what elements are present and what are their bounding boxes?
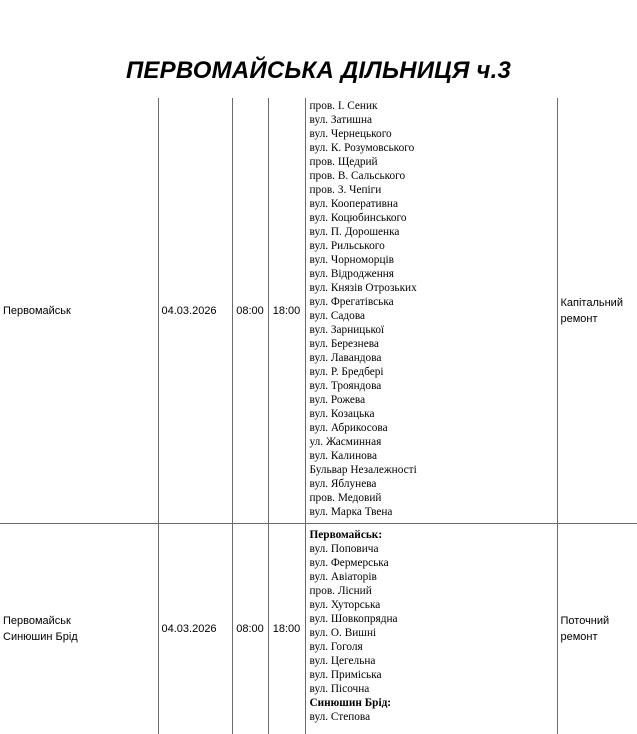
locality-cell — [0, 524, 158, 734]
street-item: вул. Рожева — [310, 393, 553, 407]
street-item: вул. Відродження — [310, 267, 553, 281]
street-item: пров. І. Сеник — [310, 99, 553, 113]
street-item: вул. Яблунева — [310, 477, 553, 491]
street-item: вул. Лавандова — [310, 351, 553, 365]
street-item: вул. Хуторська — [310, 598, 553, 612]
work-type-line: Капітальний — [561, 295, 635, 311]
street-item: вул. Фермерська — [310, 556, 553, 570]
street-item: вул. Поповича — [310, 542, 553, 556]
locality-name: Синюшин Брід — [3, 629, 155, 645]
street-item: вул. Князів Отрозьких — [310, 281, 553, 295]
street-item: пров. Щедрий — [310, 155, 553, 169]
work-type-line: Поточний — [561, 613, 635, 629]
street-item: вул. Марка Твена — [310, 505, 553, 519]
work-type-line: ремонт — [561, 311, 635, 327]
work-type-line: ремонт — [561, 629, 635, 645]
street-item: вул. Приміська — [310, 668, 553, 682]
document-title: ПЕРВОМАЙСЬКА ДІЛЬНИЦЯ ч.3 — [0, 56, 637, 86]
locality-name: Первомайськ — [3, 613, 155, 629]
street-item: вул. Березнева — [310, 337, 553, 351]
street-item: вул. Чернецького — [310, 127, 553, 141]
street-item: вул. Коцюбинського — [310, 211, 553, 225]
street-item: вул. Абрикосова — [310, 421, 553, 435]
street-item: вул. Р. Бредбері — [310, 365, 553, 379]
locality-name: Первомайськ — [3, 305, 71, 317]
street-item: пров. Лісний — [310, 584, 553, 598]
street-item: пров. В. Сальського — [310, 169, 553, 183]
street-item: вул. Садова — [310, 309, 553, 323]
street-item: ул. Жасминная — [310, 435, 553, 449]
street-item: вул. Цегельна — [310, 654, 553, 668]
street-list-cell — [305, 98, 557, 524]
street-item: пров. Медовий — [310, 491, 553, 505]
street-item: вул. Трояндова — [310, 379, 553, 393]
street-item: вул. Степова — [310, 710, 553, 724]
street-item: вул. О. Вишні — [310, 626, 553, 640]
start-time-cell: 08:00 — [232, 98, 268, 524]
table-row — [0, 98, 637, 524]
table-row — [0, 524, 637, 734]
outage-schedule-table — [0, 98, 637, 734]
street-item: Бульвар Незалежності — [310, 463, 553, 477]
street-item: пров. З. Чепіги — [310, 183, 553, 197]
street-item: вул. Шовкопрядна — [310, 612, 553, 626]
start-time-cell: 08:00 — [232, 524, 268, 734]
street-item: вул. П. Дорошенка — [310, 225, 553, 239]
end-time-cell: 18:00 — [268, 98, 305, 524]
street-item: вул. Кооперативна — [310, 197, 553, 211]
street-group-heading: Синюшин Брід: — [310, 696, 553, 710]
end-time-cell: 18:00 — [268, 524, 305, 734]
work-type-cell — [557, 524, 637, 734]
street-item: вул. Козацька — [310, 407, 553, 421]
street-item: вул. Калинова — [310, 449, 553, 463]
street-item: вул. Авіаторів — [310, 570, 553, 584]
street-item: вул. Пісочна — [310, 682, 553, 696]
date-cell: 04.03.2026 — [158, 524, 232, 734]
street-group-heading: Первомайськ: — [310, 528, 553, 542]
date-cell: 04.03.2026 — [158, 98, 232, 524]
street-item: вул. К. Розумовського — [310, 141, 553, 155]
work-type-cell — [557, 98, 637, 524]
street-item: вул. Зарницької — [310, 323, 553, 337]
street-item: вул. Рильського — [310, 239, 553, 253]
locality-cell — [0, 98, 158, 524]
street-item: вул. Затишна — [310, 113, 553, 127]
street-item: вул. Фрегатівська — [310, 295, 553, 309]
street-item: вул. Чорноморців — [310, 253, 553, 267]
street-list-cell — [305, 524, 557, 734]
street-item: вул. Гоголя — [310, 640, 553, 654]
